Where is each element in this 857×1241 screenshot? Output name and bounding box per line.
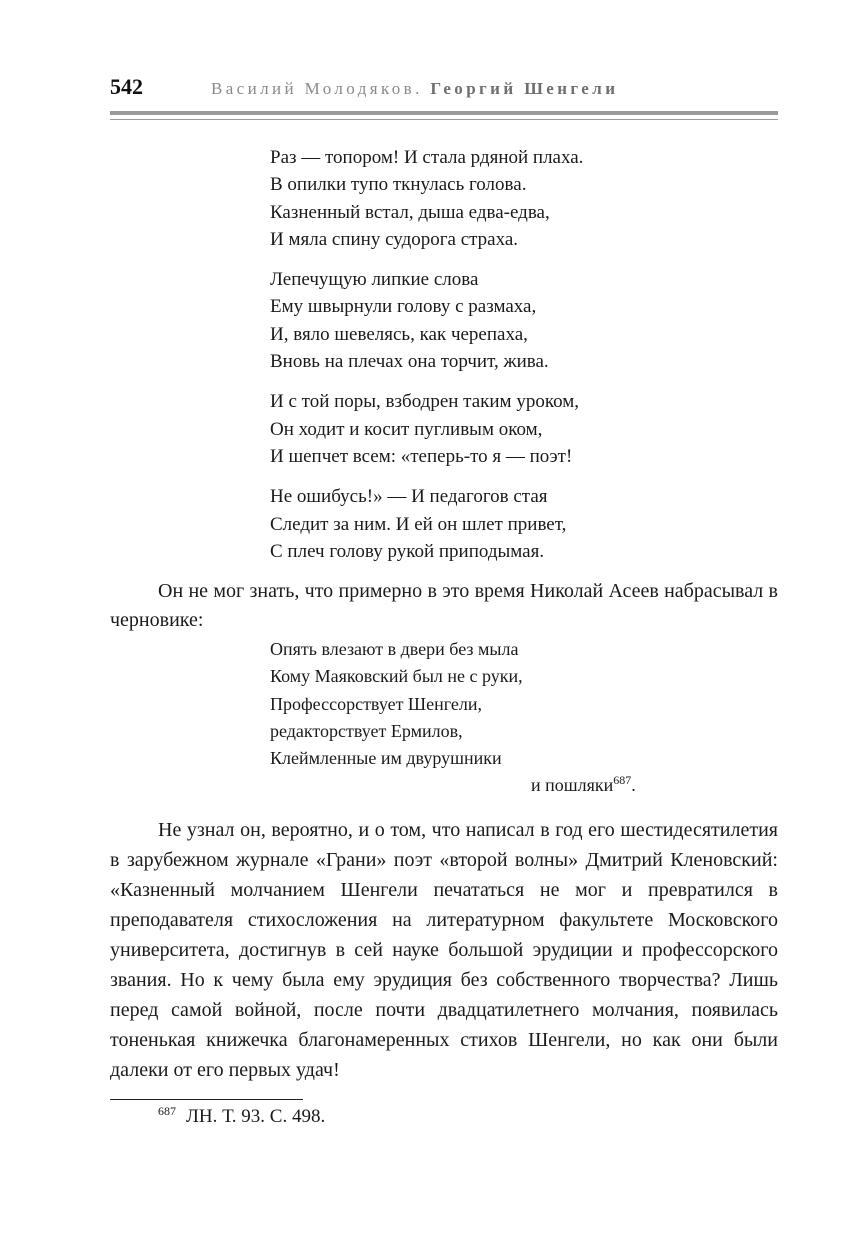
body-paragraph: Не узнал он, вероятно, и о том, что написал в год его шестидесятилетия в зарубежном журнале «Грани» поэт «второй волны» Дмитрий Кленовский: «Казненный молчанием Шенгели печататься не мог и превратился в преподавателя стихосложения на литературном факультете Московского университета, достигнув в сей науке большой эрудиции и профессорского звания. Но к чему была ему эрудиция без собственного творчества? Лишь перед самой войной, после почти двадцатилетнего молчания, появилась тоненькая книжечка благонамеренных стихов Шенгели, но как они были далеки от его первых удач! bbox=[110, 819, 778, 1081]
poem-line: Раз — топором! И стала рдяной плаха. bbox=[270, 147, 584, 168]
quote-line: Кому Маяковский был не с руки, bbox=[270, 666, 523, 687]
poem-stanza bbox=[270, 483, 583, 565]
poem-line: Лепечущую липкие слова bbox=[270, 269, 479, 291]
footnote-number: 687 bbox=[158, 1103, 176, 1118]
poem-line: Ему швырнули голову с размаха, bbox=[270, 296, 537, 318]
running-head-title: Георгий Шенгели bbox=[430, 79, 619, 98]
footnote-text: ЛН. Т. 93. С. 498. bbox=[186, 1106, 326, 1127]
footnote-rule bbox=[110, 1099, 303, 1100]
poem-line: Казненный встал, дыша едва-едва, bbox=[270, 201, 550, 223]
body-paragraph: Он не мог знать, что примерно в это время Николай Асеев набрасывал в черновике: bbox=[110, 580, 778, 631]
poem-line: И шепчет всем: «теперь-то я — поэт! bbox=[270, 445, 573, 467]
poem-line: И с той поры, взбодрен таким уроком, bbox=[270, 391, 579, 413]
poem-line: С плеч голову рукой приподымая. bbox=[270, 540, 545, 562]
header-rule-thin bbox=[110, 119, 778, 120]
quote-end-punct: . bbox=[631, 775, 636, 796]
page-number: 542 bbox=[110, 74, 143, 99]
quoted-verse bbox=[270, 636, 636, 800]
running-head-author: Василий Молодяков. bbox=[211, 79, 423, 98]
footnote-reference[interactable]: 687 bbox=[613, 773, 632, 788]
poem bbox=[270, 144, 583, 578]
quote-line: и пошляки bbox=[531, 775, 614, 796]
quote-line: Опять влезают в двери без мыла bbox=[270, 639, 519, 659]
running-head bbox=[211, 79, 618, 99]
poem-stanza bbox=[270, 144, 583, 253]
poem-line: И мяла спину судорога страха. bbox=[270, 228, 519, 250]
quote-line: Клеймленные им двурушники bbox=[270, 748, 502, 769]
quote-last-line bbox=[270, 772, 636, 799]
poem-line: Вновь на плечах она торчит, жива. bbox=[270, 351, 549, 373]
poem-line: Следит за ним. И ей он шлет привет, bbox=[270, 513, 567, 535]
running-header bbox=[110, 74, 778, 104]
poem-line: В опилки тупо ткнулась голова. bbox=[270, 174, 527, 196]
poem-line: Не ошибусь!» — И педагогов стая bbox=[270, 486, 548, 508]
quote-line: редакторствует Ермилов, bbox=[270, 720, 463, 741]
quote-line: Профессорствует Шенгели, bbox=[270, 693, 482, 714]
poem-line: Он ходит и косит пугливым оком, bbox=[270, 418, 543, 440]
poem-stanza bbox=[270, 266, 583, 375]
poem-line: И, вяло шевелясь, как черепаха, bbox=[270, 323, 528, 345]
poem-stanza bbox=[270, 388, 583, 470]
header-rule-thick bbox=[110, 111, 778, 115]
footnote bbox=[158, 1103, 326, 1128]
